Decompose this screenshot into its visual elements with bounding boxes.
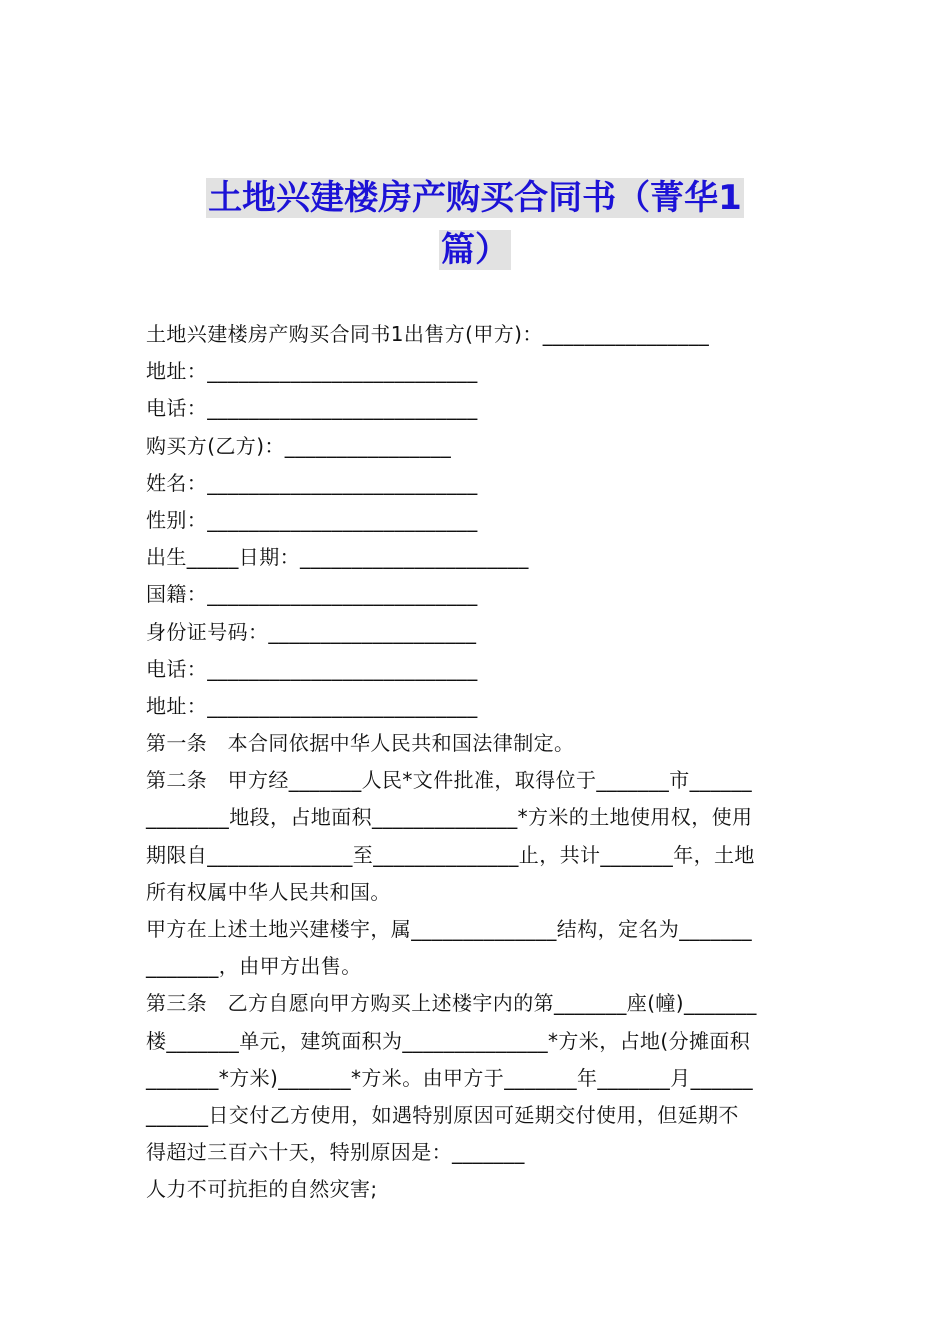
body-line: 地址：__________________________ [146,359,478,384]
body-line: 楼_______单元，建筑面积为______________*方米，占地(分摊面积 [146,1028,751,1053]
body-line: _______，由甲方出售。 [146,954,362,979]
body-line: ______日交付乙方使用，如遇特别原因可延期交付使用，但延期不 [146,1102,739,1127]
body-line: 第二条 甲方经_______人民*文件批准，取得位于_______市______ [146,768,752,793]
body-line: ________地段，占地面积______________*方米的土地使用权，使用 [146,805,753,830]
body-line: 电话：__________________________ [146,396,478,421]
body-line: 人力不可抗拒的自然灾害; [146,1177,378,1202]
body-line: 甲方在上述土地兴建楼宇，属______________结构，定名为_______ [146,917,752,941]
body-line: 所有权属中华人民共和国。 [146,879,391,904]
title-line-2: 篇） [441,230,509,270]
body-line: _______*方米)_______*方米。由甲方于_______年_______月______ [146,1065,754,1090]
body-line: 电话：__________________________ [146,656,478,681]
body-line: 姓名：__________________________ [146,470,478,495]
body-line: 得超过三百六十天，特别原因是：_______ [146,1140,525,1165]
body-line: 身份证号码：____________________ [146,619,477,644]
body-line: 地址：__________________________ [146,693,478,718]
body-line: 土地兴建楼房产购买合同书1出售方(甲方)：________________ [146,322,710,346]
document-body [146,316,808,1209]
title-line-1: 土地兴建楼房产购买合同书（菁华1 [208,178,742,218]
body-line: 第一条 本合同依据中华人民共和国法律制定。 [146,731,575,756]
body-line: 性别：__________________________ [146,507,478,532]
body-line: 国籍：__________________________ [146,582,478,607]
body-line: 出生_____日期：______________________ [146,545,529,570]
body-line: 购买方(乙方)：________________ [146,433,452,458]
body-line: 期限自______________至______________止，共计_______年，土地 [146,842,755,867]
document-title [0,172,950,276]
body-line: 第三条 乙方自愿向甲方购买上述楼宇内的第_______座(幢)_______ [146,991,757,1016]
